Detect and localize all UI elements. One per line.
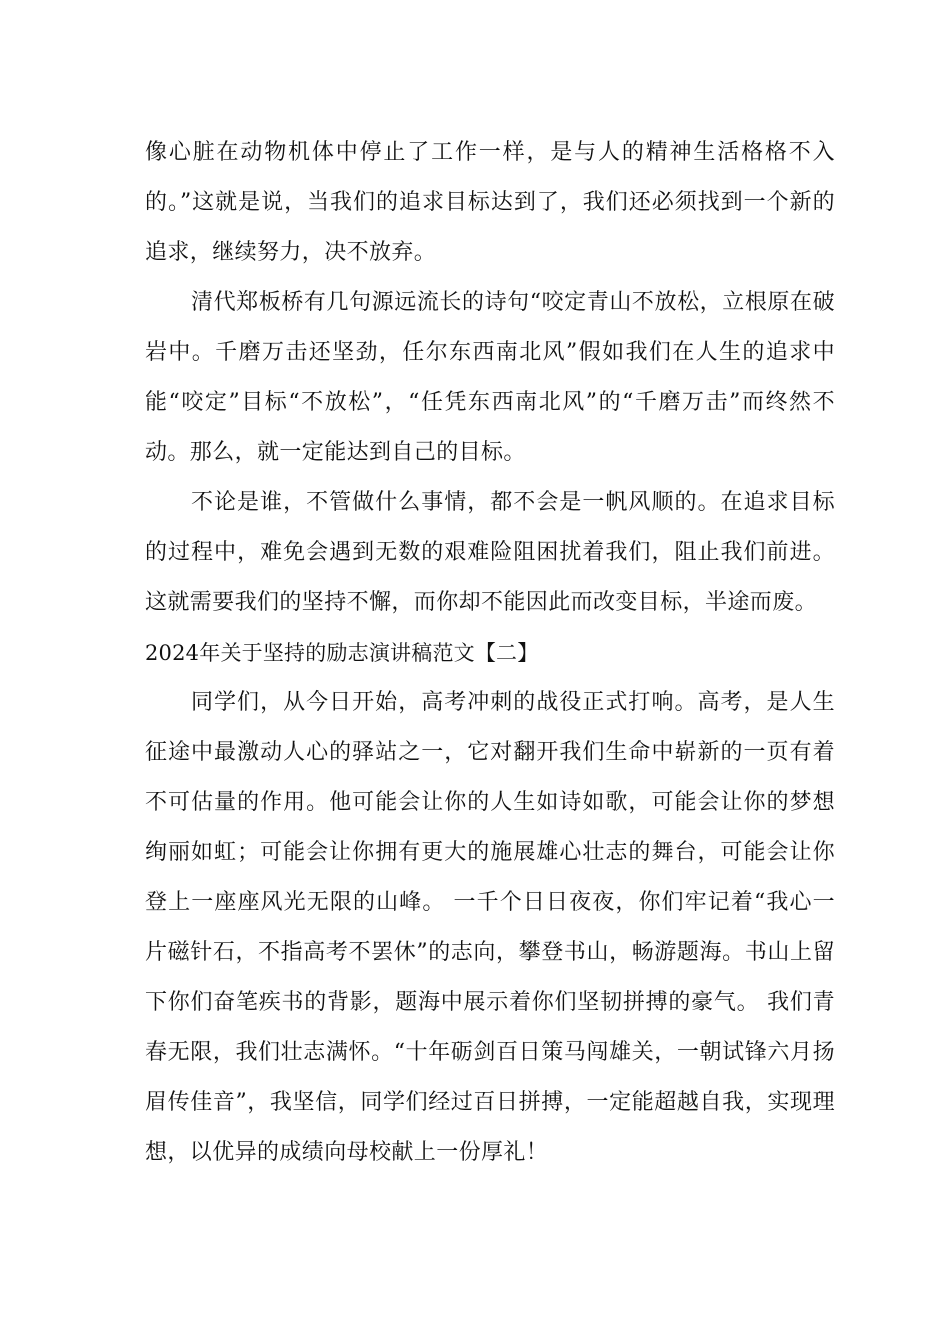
paragraph-continuation: 像心脏在动物机体中停止了工作一样，是与人的精神生活格格不入的。”这就是说，当我们的追求目标达到了，我们还必须找到一个新的追求，继续努力，决不放弃。 — [145, 140, 835, 265]
paragraph-speech-body: 同学们，从今日开始，高考冲刺的战役正式打响。高考，是人生征途中最激动人心的驿站之一，它对翻开我们生命中崭新的一页有着不可估量的作用。他可能会让你的人生如诗如歌，可能会让你的梦想绚丽如虹；可能会让你拥有更大的施展雄心壮志的舞台，可能会让你登上一座座风光无限的山峰。 一千个日日夜夜，你们牢记着“我心一片磁针石，不指高考不罢休”的志向，攀登书山，畅游题海。书山上留下你们奋笔疾书的背影，题海中展示着你们坚韧拼搏的豪气。 我们青春无限，我们壮志满怀。“十年砺剑百日策马闯雄关，一朝试锋六月扬眉传佳音”，我坚信，同学们经过百日拼搏，一定能超越自我，实现理想，以优异的成绩向母校献上一份厚礼！ — [145, 690, 835, 1165]
paragraph-perseverance: 不论是谁，不管做什么事情，都不会是一帆风顺的。在追求目标的过程中，难免会遇到无数的艰难险阻困扰着我们，阻止我们前进。这就需要我们的坚持不懈，而你却不能因此而改变目标，半途而废。 — [145, 490, 835, 615]
paragraph-zheng-banqiao: 清代郑板桥有几句源远流长的诗句“咬定青山不放松，立根原在破岩中。千磨万击还坚劲，任尔东西南北风”假如我们在人生的追求中能“咬定”目标“不放松”，“任凭东西南北风”的“千磨万击”而终然不动。那么，就一定能达到自己的目标。 — [145, 290, 835, 465]
section-heading: 2024年关于坚持的励志演讲稿范文【二】 — [145, 641, 539, 665]
document-body — [145, 128, 835, 1178]
